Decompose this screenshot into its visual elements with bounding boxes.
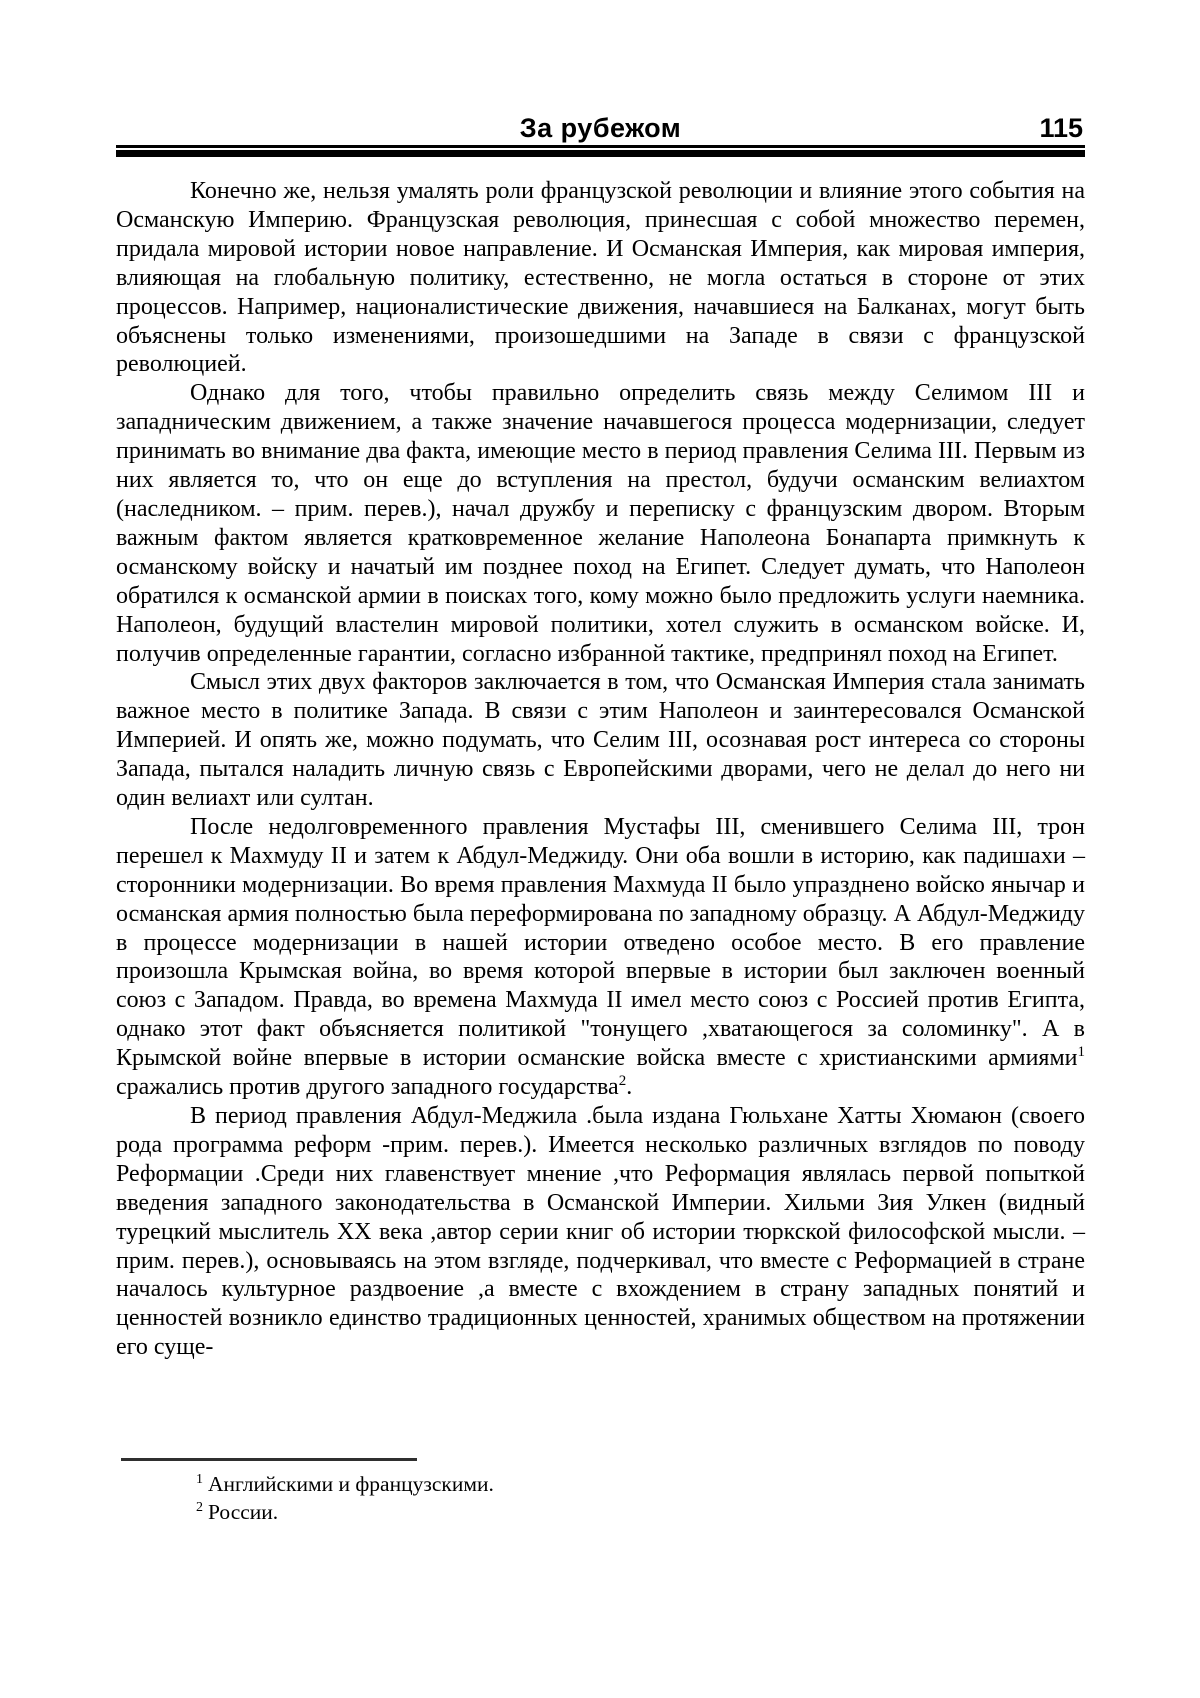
footnote-1-marker: 1 — [196, 1471, 203, 1487]
footnote-list — [116, 1470, 1085, 1526]
paragraph-5: В период правления Абдул-Меджила .была издана Гюльхане Хатты Хюмаюн (своего рода программа реформ -прим. перев.). Имеется несколько различных взглядов по поводу Реформации .Среди них главенствует мнение ,что Реформация являлась первой попыткой введения западного законодательства в Османской Империи. Хильми Зия Улкен (видный турецкий мыслитель XX века ,автор серии книг об истории тюркской философской мысли. – прим. перев.), основываясь на этом взгляде, подчеркивал, что вместе с Реформацией в стране началось культурное раздвоение ,а вместе с вхождением в страну западных понятий и ценностей возникло единство традиционных ценностей, хранимых обществом на протяжении его суще- — [116, 1103, 1085, 1361]
paragraph-2: Однако для того, чтобы правильно определить связь между Селимом III и западническим движением, а также значение начавшегося процесса модернизации, следует принимать во внимание два факта, имеющие место в период правления Селима III. Первым из них является то, что он еще до вступления на престол, будучи османским велиахтом (наследником. – прим. перев.), начал дружбу и переписку с французским двором. Вторым важным фактом является кратковременное желание Наполеона Бонапарта примкнуть к османскому войску и начатый им позднее поход на Египет. Следует думать, что Наполеон обратился к османской армии в поисках того, кому можно было предложить услуги наемника. Наполеон, будущий властелин мировой политики, хотел служить в османском войске. И, получив определенные гарантии, согласно избранной тактике, предпринял поход на Египет. — [116, 380, 1085, 667]
footnotes-section — [116, 1458, 1085, 1526]
header-rule-thick — [116, 150, 1085, 157]
paragraph-3: Смысл этих двух факторов заключается в том, что Османская Империя стала занимать важное место в политике Запада. В связи с этим Наполеон и заинтересовался Османской Империей. И опять же, можно подумать, что Селим III, осознавая рост интереса со стороны Запада, пытался наладить личную связь с Европейскими дворами, чего не делал до него ни один велиахт или султан. — [116, 669, 1085, 812]
footnote-2-text: России. — [208, 1500, 279, 1524]
footnote-2-marker: 2 — [196, 1499, 203, 1515]
header-rule-thin — [116, 145, 1085, 148]
paragraph-4-text-b: сражались против другого западного государства — [116, 1074, 619, 1101]
paragraph-4-text-c: . — [626, 1074, 633, 1101]
paragraph-4 — [116, 813, 1085, 1102]
section-title: За рубежом — [519, 113, 682, 143]
article-body — [116, 177, 1085, 1362]
page-header — [116, 112, 1085, 145]
page-content — [116, 0, 1085, 1362]
footnote-separator — [121, 1458, 417, 1461]
page-number: 115 — [1039, 113, 1083, 143]
footnote-ref-1: 1 — [1077, 1044, 1085, 1061]
footnote-1 — [196, 1470, 1085, 1498]
paragraph-1: Конечно же, нельзя умалять роли французской революции и влияние этого события на Османскую Империю. Французская революция, принесшая с собой множество перемен, придала мировой истории новое направление. И Османская Империя, как мировая империя, влияющая на глобальную политику, естественно, не могла остаться в стороне от этих процессов. Например, националистические движения, начавшиеся на Балканах, могут быть объяснены только изменениями, произошедшими на Западе в связи с французской революцией. — [116, 178, 1085, 378]
paragraph-4-text-a: После недолговременного правления Мустафы III, сменившего Селима III, трон перешел к Махмуду II и затем к Абдул-Меджиду. Они оба вошли в историю, как падишахи – сторонники модернизации. Во время правления Махмуда II было упразднено войско янычар и османская армия полностью была переформирована по западному образцу. А Абдул-Меджиду в процессе модернизации в нашей истории отведено особое место. В его правление произошла Крымская война, во время которой впервые в истории был заключен военный союз с Западом. Правда, во времена Махмуда II имел место союз с Россией против Египта, однако этот факт объясняется политикой "тонущего ,хватающегося за соломинку". А в Крымской войне впервые в истории османские войска вместе с христианскими армиями — [116, 813, 1085, 1072]
footnote-ref-2: 2 — [618, 1073, 627, 1090]
footnote-1-text: Английскими и французскими. — [208, 1472, 494, 1496]
footnote-2 — [196, 1498, 1085, 1526]
